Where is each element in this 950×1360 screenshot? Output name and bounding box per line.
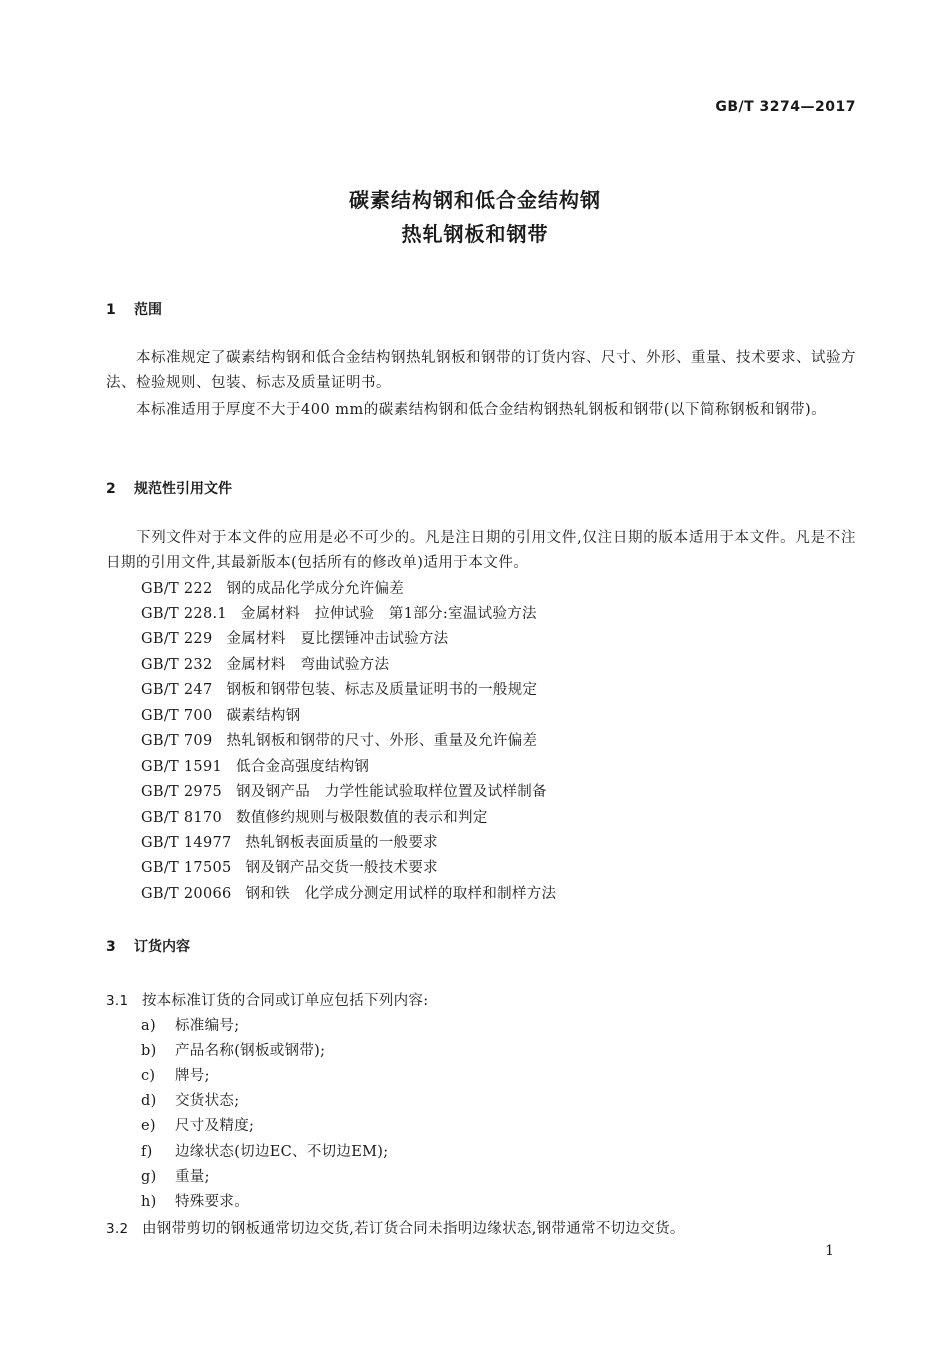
section-title: 订货内容: [134, 939, 190, 955]
section-number: 2: [106, 481, 116, 497]
list-marker: b): [141, 1043, 157, 1059]
reference-code: GB/T 14977: [141, 835, 232, 851]
reference-title: 热轧钢板和钢带的尺寸、外形、重量及允许偏差: [226, 733, 538, 749]
clause-3-1: [106, 989, 428, 1010]
reference-code: GB/T 222: [141, 581, 213, 597]
reference-item: [141, 884, 556, 904]
list-text: 边缘状态(切边EC、不切边EM);: [175, 1144, 389, 1160]
list-item: [141, 1014, 239, 1035]
list-text: 特殊要求。: [175, 1194, 249, 1210]
reference-item: [141, 629, 448, 649]
reference-item: [141, 757, 369, 777]
list-marker: a): [141, 1018, 156, 1034]
reference-code: GB/T 17505: [141, 860, 232, 876]
list-marker: f): [141, 1144, 153, 1160]
reference-code: GB/T 709: [141, 733, 213, 749]
list-item: [141, 1039, 325, 1060]
list-marker: e): [141, 1118, 156, 1134]
reference-title: 金属材料 弯曲试验方法: [226, 657, 390, 673]
clause-text: 由钢带剪切的钢板通常切边交货,若订货合同未指明边缘状态,钢带通常不切边交货。: [142, 1221, 685, 1237]
reference-title: 钢和铁 化学成分测定用试样的取样和制样方法: [245, 886, 557, 902]
list-item: [141, 1114, 254, 1135]
clause-3-2: [106, 1217, 685, 1238]
scope-paragraph-1: 本标准规定了碳素结构钢和低合金结构钢热轧钢板和钢带的订货内容、尺寸、外形、重量、技术要求、试验方法、检验规则、包装、标志及质量证明书。: [106, 350, 856, 391]
list-item: [141, 1165, 210, 1186]
list-item: [141, 1140, 388, 1161]
reference-title: 钢及钢产品交货一般技术要求: [245, 860, 438, 876]
document-title-line-2: 热轧钢板和钢带: [401, 222, 549, 246]
list-marker: h): [141, 1194, 157, 1210]
section-number: 3: [106, 939, 116, 955]
reference-title: 金属材料 夏比摆锤冲击试验方法: [226, 631, 449, 647]
reference-item: [141, 808, 488, 828]
list-item: [141, 1190, 249, 1211]
list-item: [141, 1064, 210, 1085]
list-text: 交货状态;: [175, 1093, 240, 1109]
clause-number: 3.1: [106, 993, 129, 1009]
reference-code: GB/T 20066: [141, 886, 232, 902]
reference-item: [141, 680, 537, 700]
section-heading-ordering-content: [106, 936, 190, 956]
reference-title: 金属材料 拉伸试验 第1部分:室温试验方法: [240, 606, 537, 622]
section-heading-scope: [106, 299, 162, 319]
reference-title: 钢板和钢带包装、标志及质量证明书的一般规定: [226, 682, 538, 698]
list-marker: d): [141, 1093, 157, 1109]
scope-paragraph-2: 本标准适用于厚度不大于400 mm的碳素结构钢和低合金结构钢热轧钢板和钢带(以下简称钢板和钢带)。: [136, 402, 827, 418]
section-title: 范围: [134, 302, 162, 318]
reference-code: GB/T 8170: [141, 810, 223, 826]
reference-title: 钢及钢产品 力学性能试验取样位置及试样制备: [236, 784, 547, 800]
list-text: 标准编号;: [175, 1018, 240, 1034]
reference-title: 热轧钢板表面质量的一般要求: [245, 835, 438, 851]
section-heading-normative-references: [106, 478, 232, 498]
reference-item: [141, 731, 537, 751]
document-title-line-1: 碳素结构钢和低合金结构钢: [349, 188, 601, 212]
reference-code: GB/T 1591: [141, 759, 223, 775]
reference-item: [141, 858, 438, 878]
list-item: [141, 1089, 239, 1110]
clause-text: 按本标准订货的合同或订单应包括下列内容:: [142, 993, 429, 1009]
reference-item: [141, 706, 300, 726]
section-number: 1: [106, 302, 116, 318]
reference-title: 钢的成品化学成分允许偏差: [226, 581, 405, 597]
clause-number: 3.2: [106, 1221, 129, 1237]
references-intro-paragraph: 下列文件对于本文件的应用是必不可少的。凡是注日期的引用文件,仅注日期的版本适用于本文件。凡是不注日期的引用文件,其最新版本(包括所有的修改单)适用于本文件。: [106, 530, 856, 571]
list-marker: c): [141, 1068, 156, 1084]
reference-item: [141, 782, 547, 802]
list-text: 产品名称(钢板或钢带);: [175, 1043, 326, 1059]
standard-code: GB/T 3274—2017: [715, 99, 856, 115]
reference-item: [141, 579, 404, 599]
reference-code: GB/T 247: [141, 682, 213, 698]
reference-code: GB/T 229: [141, 631, 213, 647]
reference-code: GB/T 228.1: [141, 606, 227, 622]
reference-item: [141, 604, 537, 624]
list-marker: g): [141, 1169, 157, 1185]
reference-code: GB/T 700: [141, 708, 213, 724]
reference-item: [141, 655, 389, 675]
list-text: 重量;: [175, 1169, 210, 1185]
reference-code: GB/T 2975: [141, 784, 223, 800]
reference-title: 碳素结构钢: [226, 708, 301, 724]
page-number: 1: [825, 1243, 834, 1259]
reference-item: [141, 833, 438, 853]
reference-title: 低合金高强度结构钢: [236, 759, 370, 775]
list-text: 尺寸及精度;: [175, 1118, 255, 1134]
list-text: 牌号;: [175, 1068, 210, 1084]
reference-title: 数值修约规则与极限数值的表示和判定: [236, 810, 488, 826]
section-title: 规范性引用文件: [134, 481, 232, 497]
reference-code: GB/T 232: [141, 657, 213, 673]
